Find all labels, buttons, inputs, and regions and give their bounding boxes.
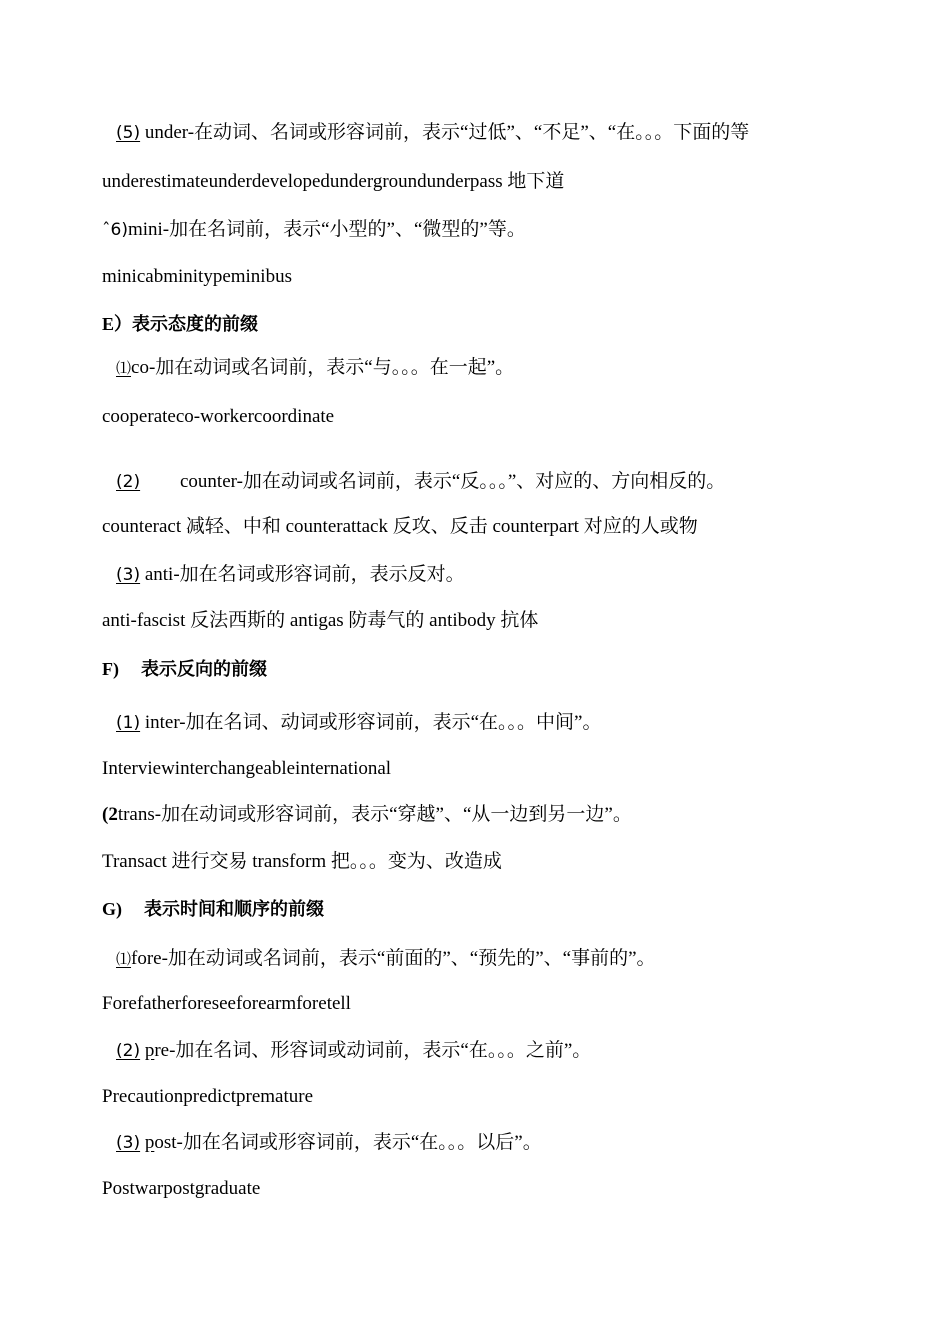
item-number: (3): [116, 565, 141, 585]
item-text: anti-加在名词或形容词前，表示反对。: [144, 564, 465, 585]
item-number: (2): [116, 1041, 141, 1061]
section-heading-f: [102, 657, 267, 682]
item-pre: [116, 1039, 591, 1063]
item-text: ost-加在名词或形容词前，表示“在。。。以后”。: [154, 1132, 542, 1153]
item-text: trans-加在动词或形容词前，表示“穿越”、“从一边到另一边”。: [117, 804, 632, 825]
example-line: counteract 减轻、中和 counterattack 反攻、反击 counterpart 对应的人或物: [102, 516, 698, 537]
item-anti: [116, 563, 465, 587]
item-under: [116, 121, 749, 145]
item-number: (5): [116, 123, 141, 143]
section-heading-g: [102, 897, 324, 922]
item-number: (2): [116, 472, 141, 492]
example-line: minicabminitypeminibus: [102, 266, 292, 287]
item-number: ⑴: [116, 952, 132, 968]
item-text: re-加在名词、形容词或动词前，表示“在。。。之前”。: [154, 1040, 592, 1061]
item-inter: [116, 711, 601, 735]
example-line: Interviewinterchangeableinternational: [102, 758, 392, 779]
item-number: (3): [116, 1133, 141, 1153]
section-title: 表示时间和顺序的前缀: [144, 899, 324, 920]
item-lead-letter: p: [144, 1132, 155, 1153]
example-line: Forefatherforeseeforearmforetell: [102, 993, 351, 1014]
item-text: co-加在动词或名词前，表示“与。。。在一起”。: [131, 357, 515, 378]
item-text: fore-加在动词或名词前，表示“前面的”、“预先的”、“事前的”。: [131, 948, 656, 969]
section-heading-e: [102, 312, 258, 337]
item-number: (1): [116, 713, 141, 733]
item-text: under-在动词、名词或形容词前，表示“过低”、“不足”、“在。。。下面的等: [144, 122, 750, 143]
example-line: anti-fascist 反法西斯的 antigas 防毒气的 antibody 抗体: [102, 610, 539, 631]
item-number: ˆ6): [102, 220, 128, 240]
item-number: (2: [102, 804, 118, 825]
item-trans: [102, 803, 632, 827]
item-text: mini-加在名词前，表示“小型的”、“微型的”等。: [127, 219, 526, 240]
section-letter: F): [102, 659, 119, 679]
example-line: Postwarpostgraduate: [102, 1178, 261, 1199]
item-fore: [116, 947, 656, 972]
example-line: underestimateunderdevelopedundergroundunderpass 地下道: [102, 171, 565, 192]
item-text: counter-加在动词或名词前，表示“反。。。”、对应的、方向相反的。: [180, 471, 726, 492]
item-counter: [116, 470, 725, 494]
example-line: Precautionpredictpremature: [102, 1086, 314, 1107]
item-post: [116, 1131, 542, 1155]
section-letter: E）: [102, 314, 133, 334]
item-mini: [102, 218, 526, 242]
section-title: 表示反向的前缀: [141, 659, 267, 680]
example-line: cooperateco-workercoordinate: [102, 406, 335, 427]
item-co: [116, 356, 514, 381]
example-line: Transact 进行交易 transform 把。。。变为、改造成: [102, 851, 502, 872]
item-text: inter-加在名词、动词或形容词前，表示“在。。。中间”。: [144, 712, 602, 733]
item-number: ⑴: [116, 361, 132, 377]
section-title: 表示态度的前缀: [132, 314, 259, 335]
section-letter: G): [102, 899, 122, 919]
item-lead-letter: p: [144, 1040, 155, 1061]
